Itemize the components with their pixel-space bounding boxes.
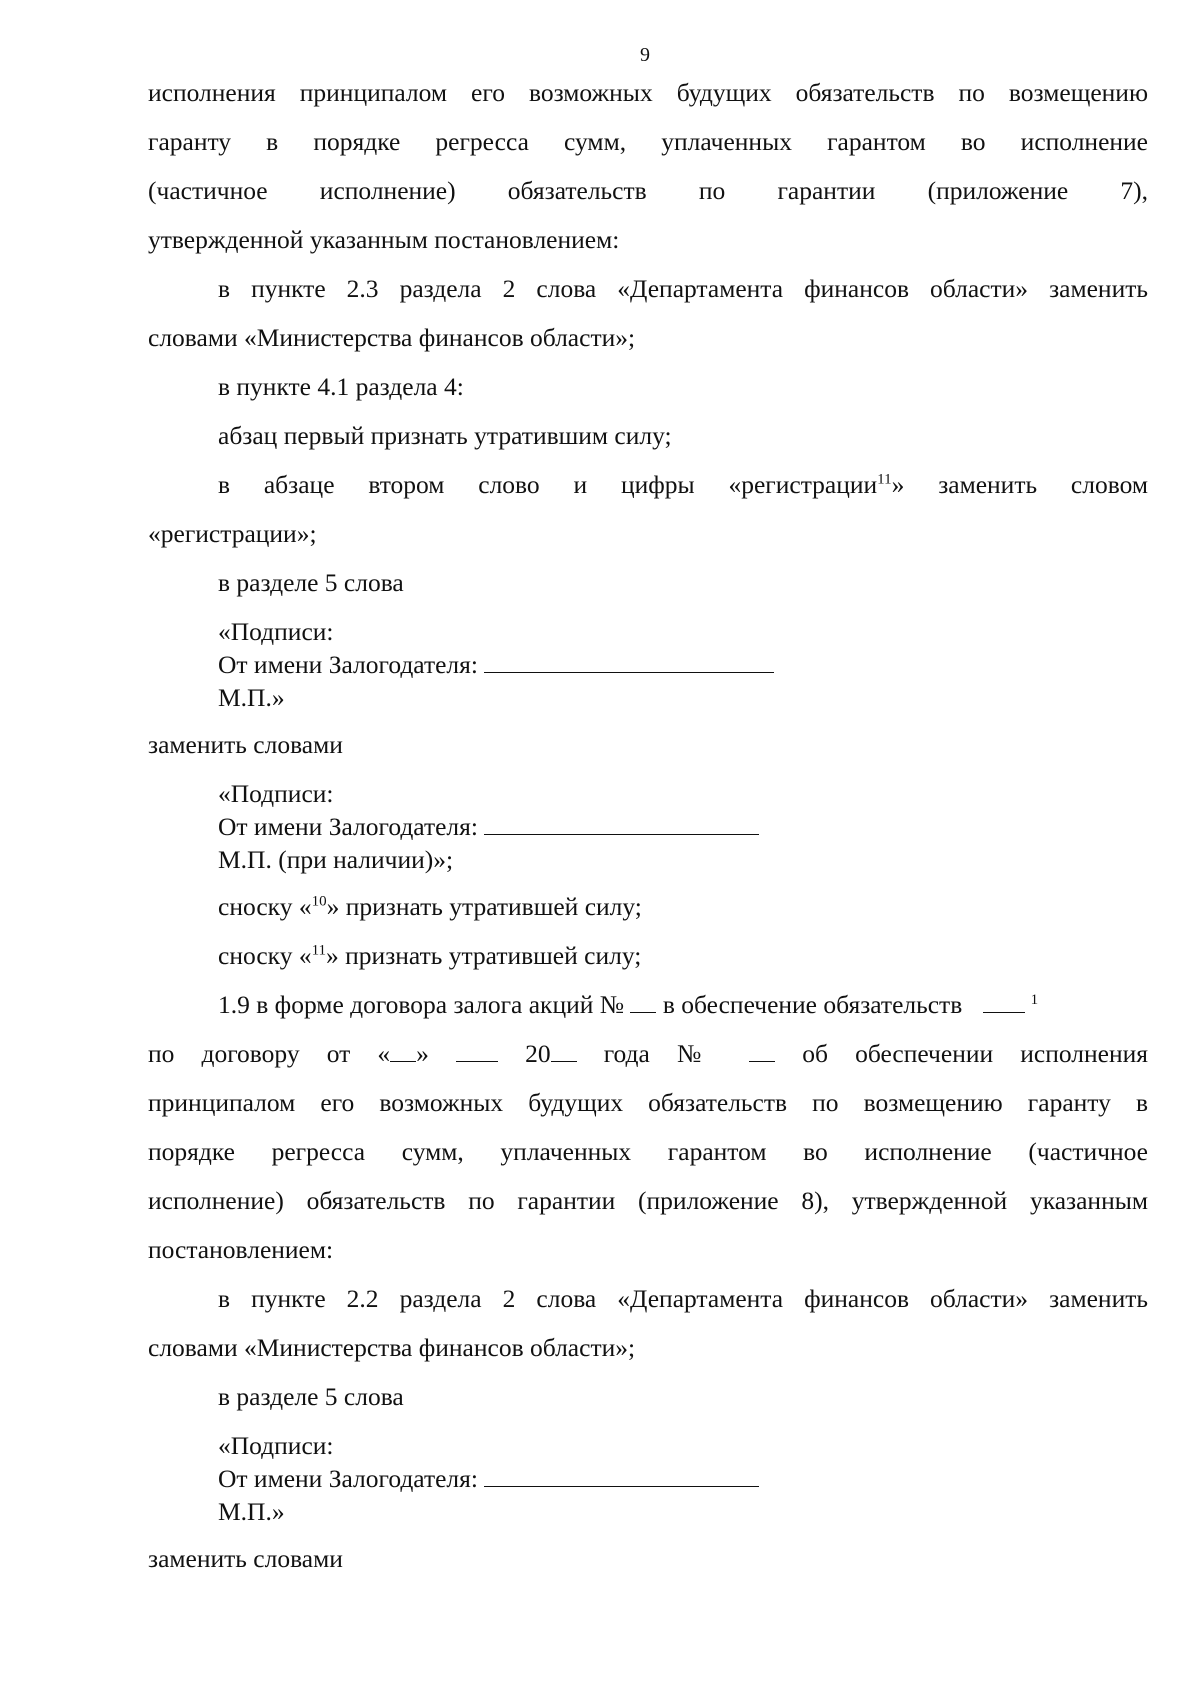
page-number: 9	[640, 44, 650, 66]
paragraph-line	[148, 980, 1148, 1029]
paragraph-line: утвержденной указанным постановлением:	[148, 225, 620, 254]
text-fragment: сноску «	[218, 892, 312, 921]
paragraph-line: в разделе 5 слова	[218, 1382, 404, 1411]
paragraph-line: словами «Министерства финансов области»;	[148, 1333, 636, 1362]
signature-pledgor-label: От имени Залогодателя:	[218, 812, 478, 841]
paragraph-line: «регистрации»;	[148, 519, 317, 548]
text-fragment: сноску «	[218, 941, 312, 970]
signature-pledgor-line	[218, 1462, 1148, 1495]
year-blank	[551, 1060, 577, 1062]
paragraph-line	[148, 882, 1148, 931]
text-fragment: » признать утратившей силу;	[326, 941, 642, 970]
signature-block	[218, 1429, 1148, 1528]
signature-seal: М.П.»	[218, 1497, 285, 1526]
paragraph-line: заменить словами	[148, 1544, 343, 1573]
document-body	[148, 68, 1148, 1583]
paragraph-line: абзац первый признать утратившим силу;	[218, 421, 672, 450]
paragraph-line: исполнения принципалом его возможных будущих обязательств по возмещению	[148, 78, 1148, 107]
paragraph-line	[148, 1029, 1148, 1078]
signature-title: «Подписи:	[218, 779, 334, 808]
paragraph-line: гаранту в порядке регресса сумм, уплаченных гарантом во исполнение	[148, 127, 1148, 156]
text-fragment: 1.9 в форме договора залога акций №	[218, 990, 625, 1019]
paragraph-line	[148, 460, 1148, 509]
text-fragment: 20	[525, 1039, 551, 1068]
signature-block	[218, 615, 1148, 714]
signature-title: «Подписи:	[218, 617, 334, 646]
paragraph-line: словами «Министерства финансов области»;	[148, 323, 636, 352]
paragraph-line: в пункте 2.2 раздела 2 слова «Департамента финансов области» заменить	[218, 1284, 1148, 1313]
obligation-blank	[983, 1011, 1025, 1013]
text-fragment: в абзаце втором слово и цифры «регистрации	[218, 470, 878, 499]
paragraph-line: постановлением:	[148, 1235, 334, 1264]
number-blank	[749, 1060, 775, 1062]
paragraph-line: заменить словами	[148, 730, 343, 759]
text-fragment: об обеспечении исполнения	[802, 1039, 1148, 1068]
day-blank	[390, 1060, 416, 1062]
paragraph-line: в разделе 5 слова	[218, 568, 404, 597]
footnote-marker: 1	[1030, 991, 1039, 1008]
footnote-marker: 11	[877, 471, 892, 488]
month-blank	[456, 1060, 498, 1062]
signature-pledgor-label: От имени Залогодателя:	[218, 1464, 478, 1493]
signature-block	[218, 777, 1148, 876]
signature-blank	[484, 1485, 759, 1487]
text-fragment: в обеспечение обязательств	[662, 990, 963, 1019]
paragraph-line: в пункте 4.1 раздела 4:	[218, 372, 464, 401]
signature-blank	[484, 671, 774, 673]
text-fragment: » признать утратившей силу;	[326, 892, 642, 921]
text-fragment: »	[416, 1039, 429, 1068]
paragraph-line: (частичное исполнение) обязательств по гарантии (приложение 7),	[148, 176, 1148, 205]
signature-pledgor-label: От имени Залогодателя:	[218, 650, 478, 679]
text-fragment: по договору от «	[148, 1039, 391, 1068]
signature-pledgor-line	[218, 810, 1148, 843]
paragraph-line: порядке регресса сумм, уплаченных гарантом во исполнение (частичное	[148, 1137, 1148, 1166]
signature-seal: М.П.»	[218, 683, 285, 712]
paragraph-line: исполнение) обязательств по гарантии (приложение 8), утвержденной указанным	[148, 1186, 1148, 1215]
signature-title: «Подписи:	[218, 1431, 334, 1460]
number-blank	[630, 1011, 656, 1013]
footnote-marker: 10	[311, 893, 327, 910]
text-fragment: » заменить словом	[891, 470, 1148, 499]
paragraph-line	[148, 931, 1148, 980]
paragraph-line: принципалом его возможных будущих обязательств по возмещению гаранту в	[148, 1088, 1148, 1117]
signature-blank	[484, 833, 759, 835]
signature-seal: М.П. (при наличии)»;	[218, 845, 454, 874]
signature-pledgor-line	[218, 648, 1148, 681]
paragraph-line: в пункте 2.3 раздела 2 слова «Департамента финансов области» заменить	[218, 274, 1148, 303]
footnote-marker: 11	[311, 942, 327, 959]
text-fragment: года №	[603, 1039, 723, 1068]
